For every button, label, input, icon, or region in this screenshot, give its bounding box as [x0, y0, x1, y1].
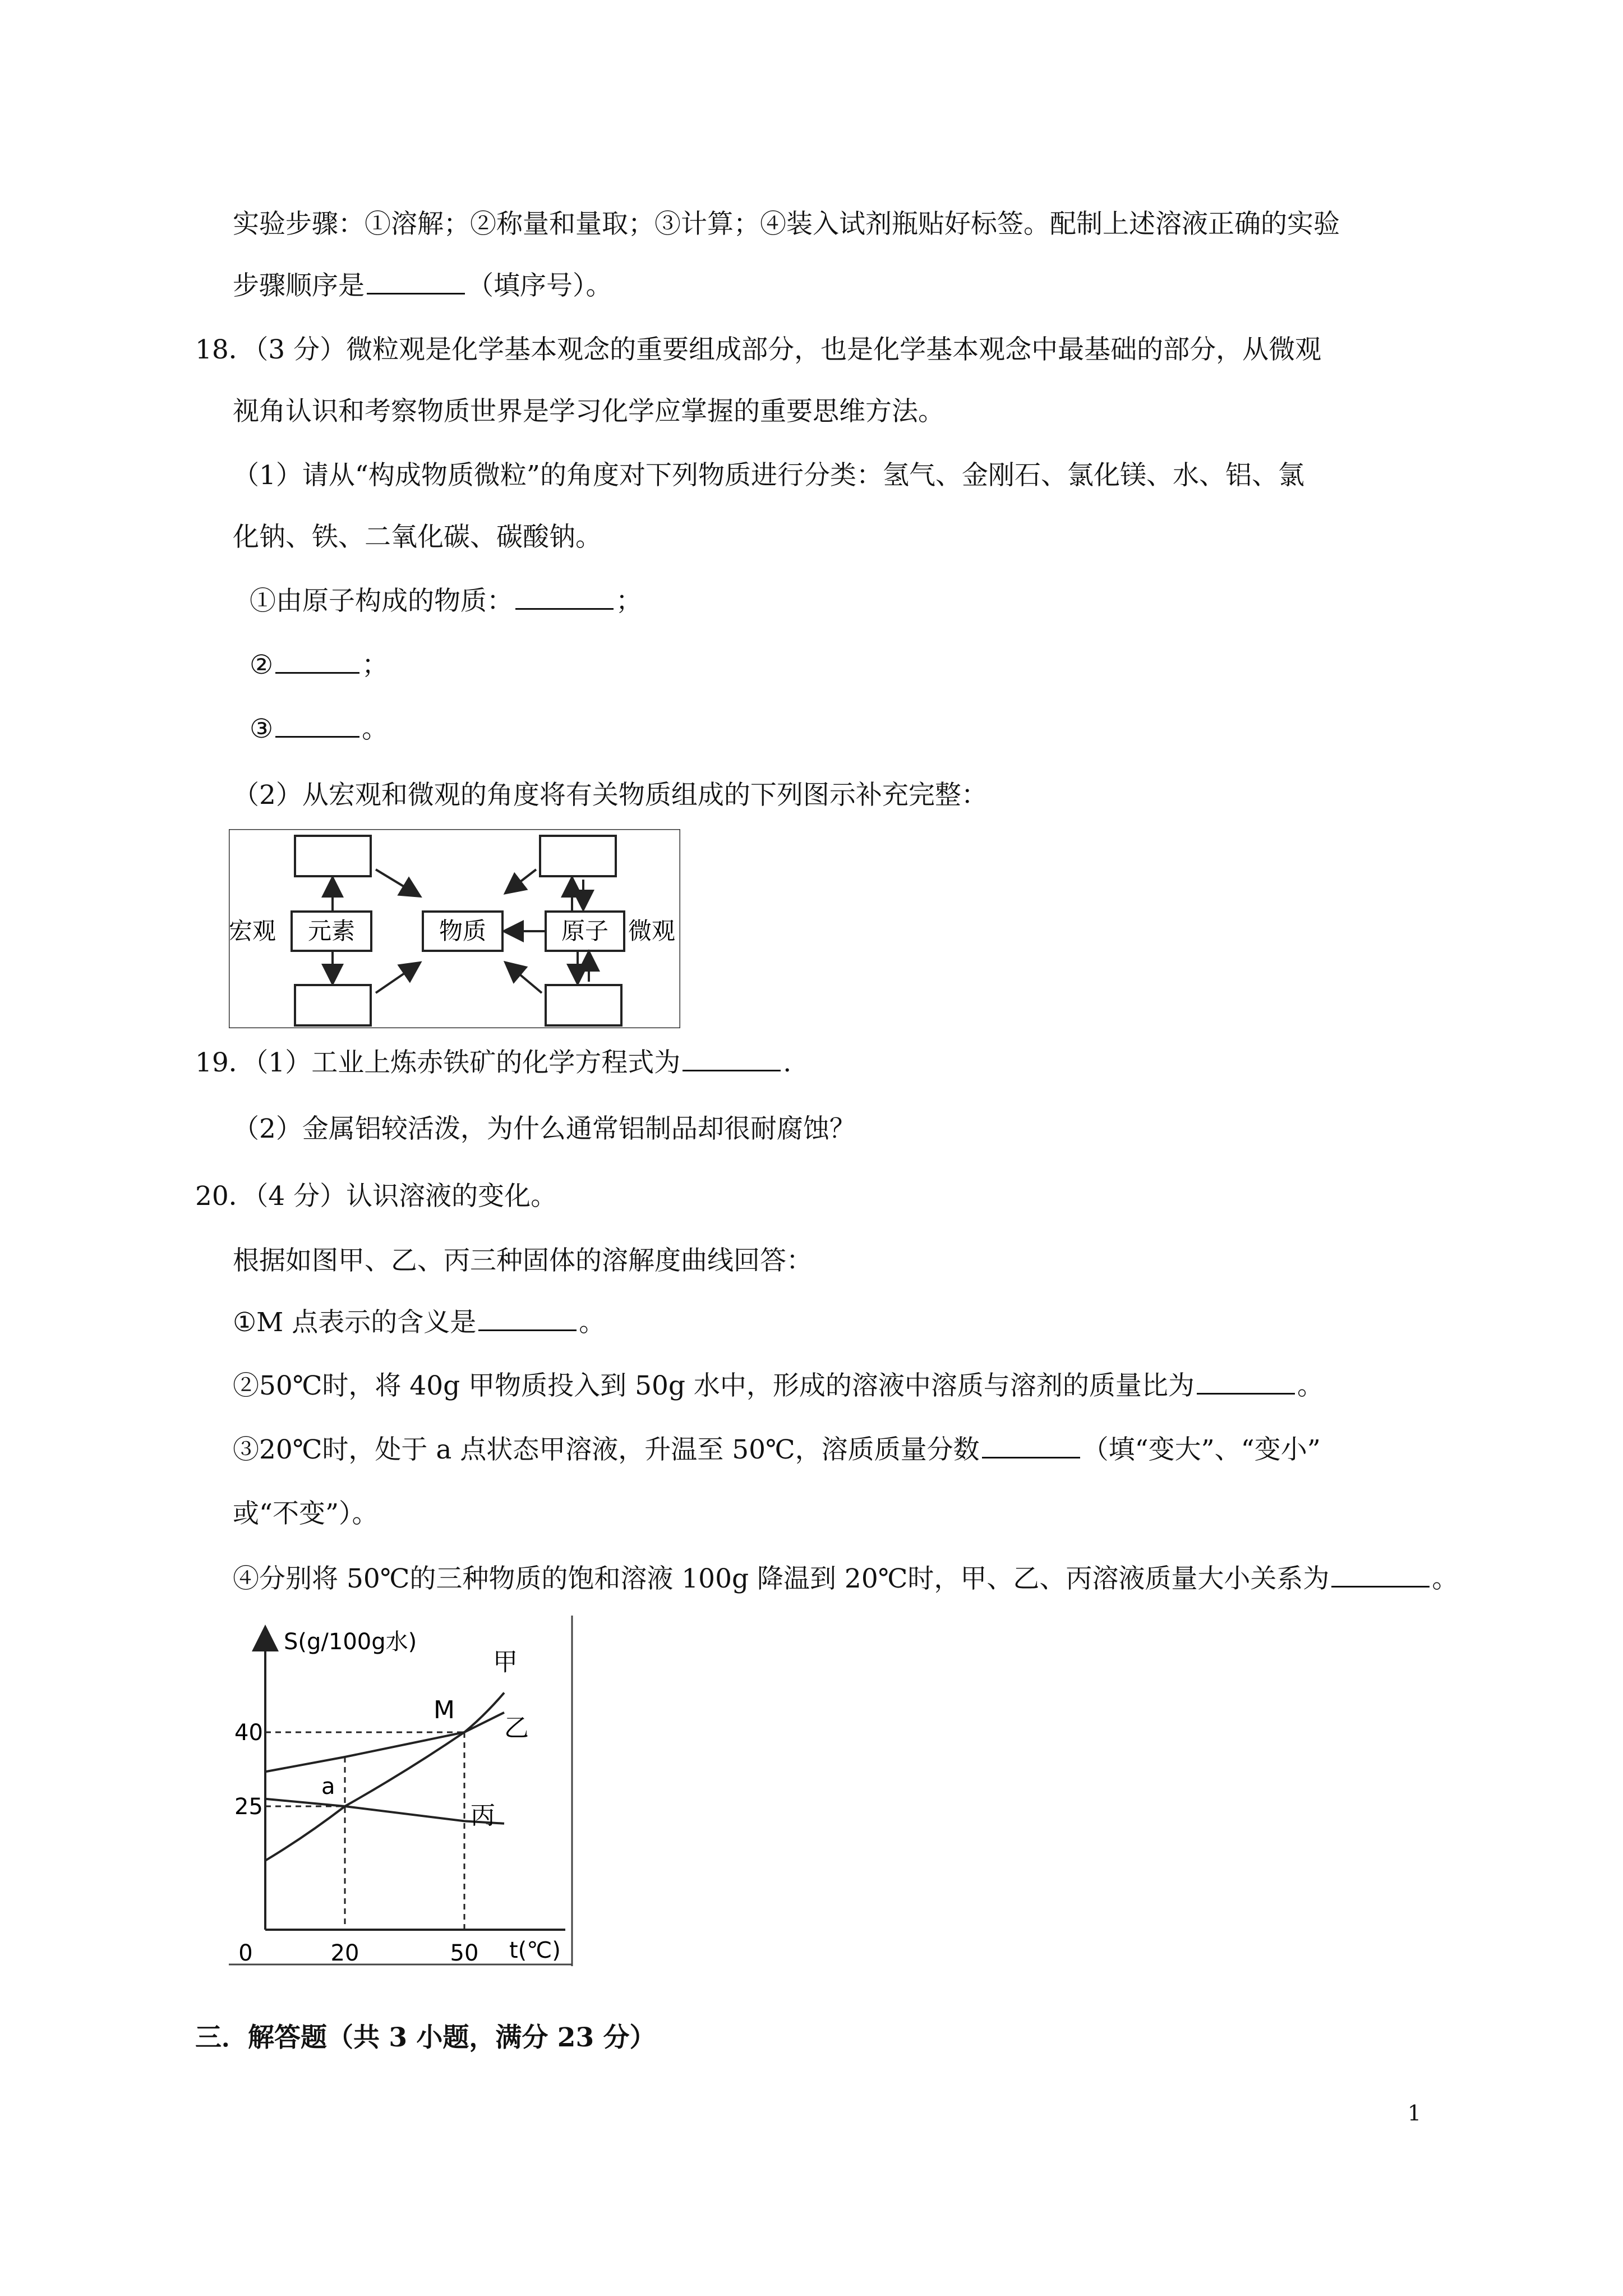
macro-label: 宏观 [229, 917, 276, 945]
blank-box-top-right[interactable] [540, 836, 616, 876]
series-label-2: 乙 [504, 1713, 529, 1742]
arrow-br-to-substance [507, 964, 542, 993]
y-tick-label: 25 [234, 1794, 263, 1820]
answer-blank[interactable] [275, 714, 359, 738]
page-number: 1 [1407, 2101, 1421, 2125]
y-axis-label: S(g/100g水) [284, 1629, 417, 1655]
answer-blank[interactable] [1197, 1370, 1295, 1395]
blank-box-bottom-right[interactable] [546, 985, 621, 1025]
x-tick-label: 20 [330, 1940, 359, 1966]
q18-item-1: ①由原子构成的物质： ； [250, 586, 642, 616]
answer-blank[interactable] [515, 586, 614, 610]
blank-box-top-left[interactable] [295, 836, 371, 876]
series-line-2 [265, 1713, 504, 1772]
q20-intro: 20．（4 分）认识溶液的变化。 [195, 1181, 557, 1212]
q20-lead: 根据如图甲、乙、丙三种固体的溶解度曲线回答： [233, 1245, 813, 1276]
series-label-3: 丙 [471, 1801, 495, 1830]
atom-label: 原子 [561, 917, 609, 945]
y-tick-label: 40 [234, 1720, 263, 1746]
answer-blank[interactable] [683, 1047, 781, 1071]
x-tick-label: 50 [450, 1940, 479, 1966]
q19-part2: （2）金属铝较活泼，为什么通常铝制品却很耐腐蚀？ [233, 1114, 856, 1144]
series-line-1 [265, 1693, 504, 1861]
q20-item-3-cont: 或“不变”）。 [233, 1498, 379, 1529]
macro-micro-diagram [229, 829, 680, 1028]
point-label-a: a [321, 1774, 335, 1800]
answer-blank[interactable] [982, 1434, 1080, 1458]
arrow-tr-to-substance [507, 869, 536, 892]
x-tick-label: 0 [238, 1940, 253, 1966]
micro-label: 微观 [628, 917, 676, 945]
q18-part1-line1: （1）请从“构成物质微粒”的角度对下列物质进行分类：氢气、金刚石、氯化镁、水、铝、氯 [233, 460, 1304, 491]
q20-item-1: ①M 点表示的含义是 。 [233, 1307, 606, 1338]
answer-blank[interactable] [478, 1307, 577, 1331]
q18-part2: （2）从宏观和微观的角度将有关物质组成的下列图示补充完整： [233, 780, 988, 811]
x-axis-label: t(℃) [509, 1938, 561, 1963]
q19-part1: 19．（1）工业上炼赤铁矿的化学方程式为 . [195, 1047, 792, 1078]
solubility-chart [229, 1616, 582, 1966]
answer-blank[interactable] [367, 270, 465, 295]
q20-item-4: ④分别将 50℃的三种物质的饱和溶液 100g 降温到 20℃时，甲、乙、丙溶液质量大小关系为 。 [233, 1563, 1459, 1594]
q20-item-3: ③20℃时，处于 a 点状态甲溶液，升温至 50℃，溶质质量分数 （填“变大”、“变小” [233, 1434, 1321, 1465]
series-line-3 [265, 1799, 504, 1824]
series-label-1: 甲 [493, 1648, 518, 1677]
blank-box-bottom-left[interactable] [295, 985, 371, 1025]
answer-blank[interactable] [275, 650, 359, 674]
q18-item-3: ③ 。 [250, 714, 389, 744]
q18-part1-line2: 化钠、铁、二氧化碳、碳酸钠。 [233, 522, 602, 553]
q18-item-2: ② ； [250, 650, 389, 680]
arrow-tl-to-substance [376, 869, 418, 895]
q18-intro-2: 视角认识和考察物质世界是学习化学应掌握的重要思维方法。 [233, 396, 944, 427]
answer-blank[interactable] [1331, 1563, 1430, 1588]
q17-steps-line: 实验步骤：①溶解；②称量和量取；③计算；④装入试剂瓶贴好标签。配制上述溶液正确的实验 [233, 209, 1340, 240]
q17-order-line: 步骤顺序是 （填序号）。 [233, 270, 612, 301]
element-label: 元素 [307, 917, 356, 945]
point-label-m: M [434, 1696, 455, 1724]
section-3-heading: 三．解答题（共 3 小题，满分 23 分） [195, 2022, 656, 2053]
q20-item-2: ②50℃时，将 40g 甲物质投入到 50g 水中，形成的溶液中溶质与溶剂的质量比为 。 [233, 1370, 1324, 1401]
q18-intro-1: 18．（3 分）微粒观是化学基本观念的重要组成部分，也是化学基本观念中最基础的部分，从微观 [195, 334, 1322, 365]
arrow-bl-to-substance [376, 964, 418, 993]
substance-label: 物质 [439, 917, 487, 945]
